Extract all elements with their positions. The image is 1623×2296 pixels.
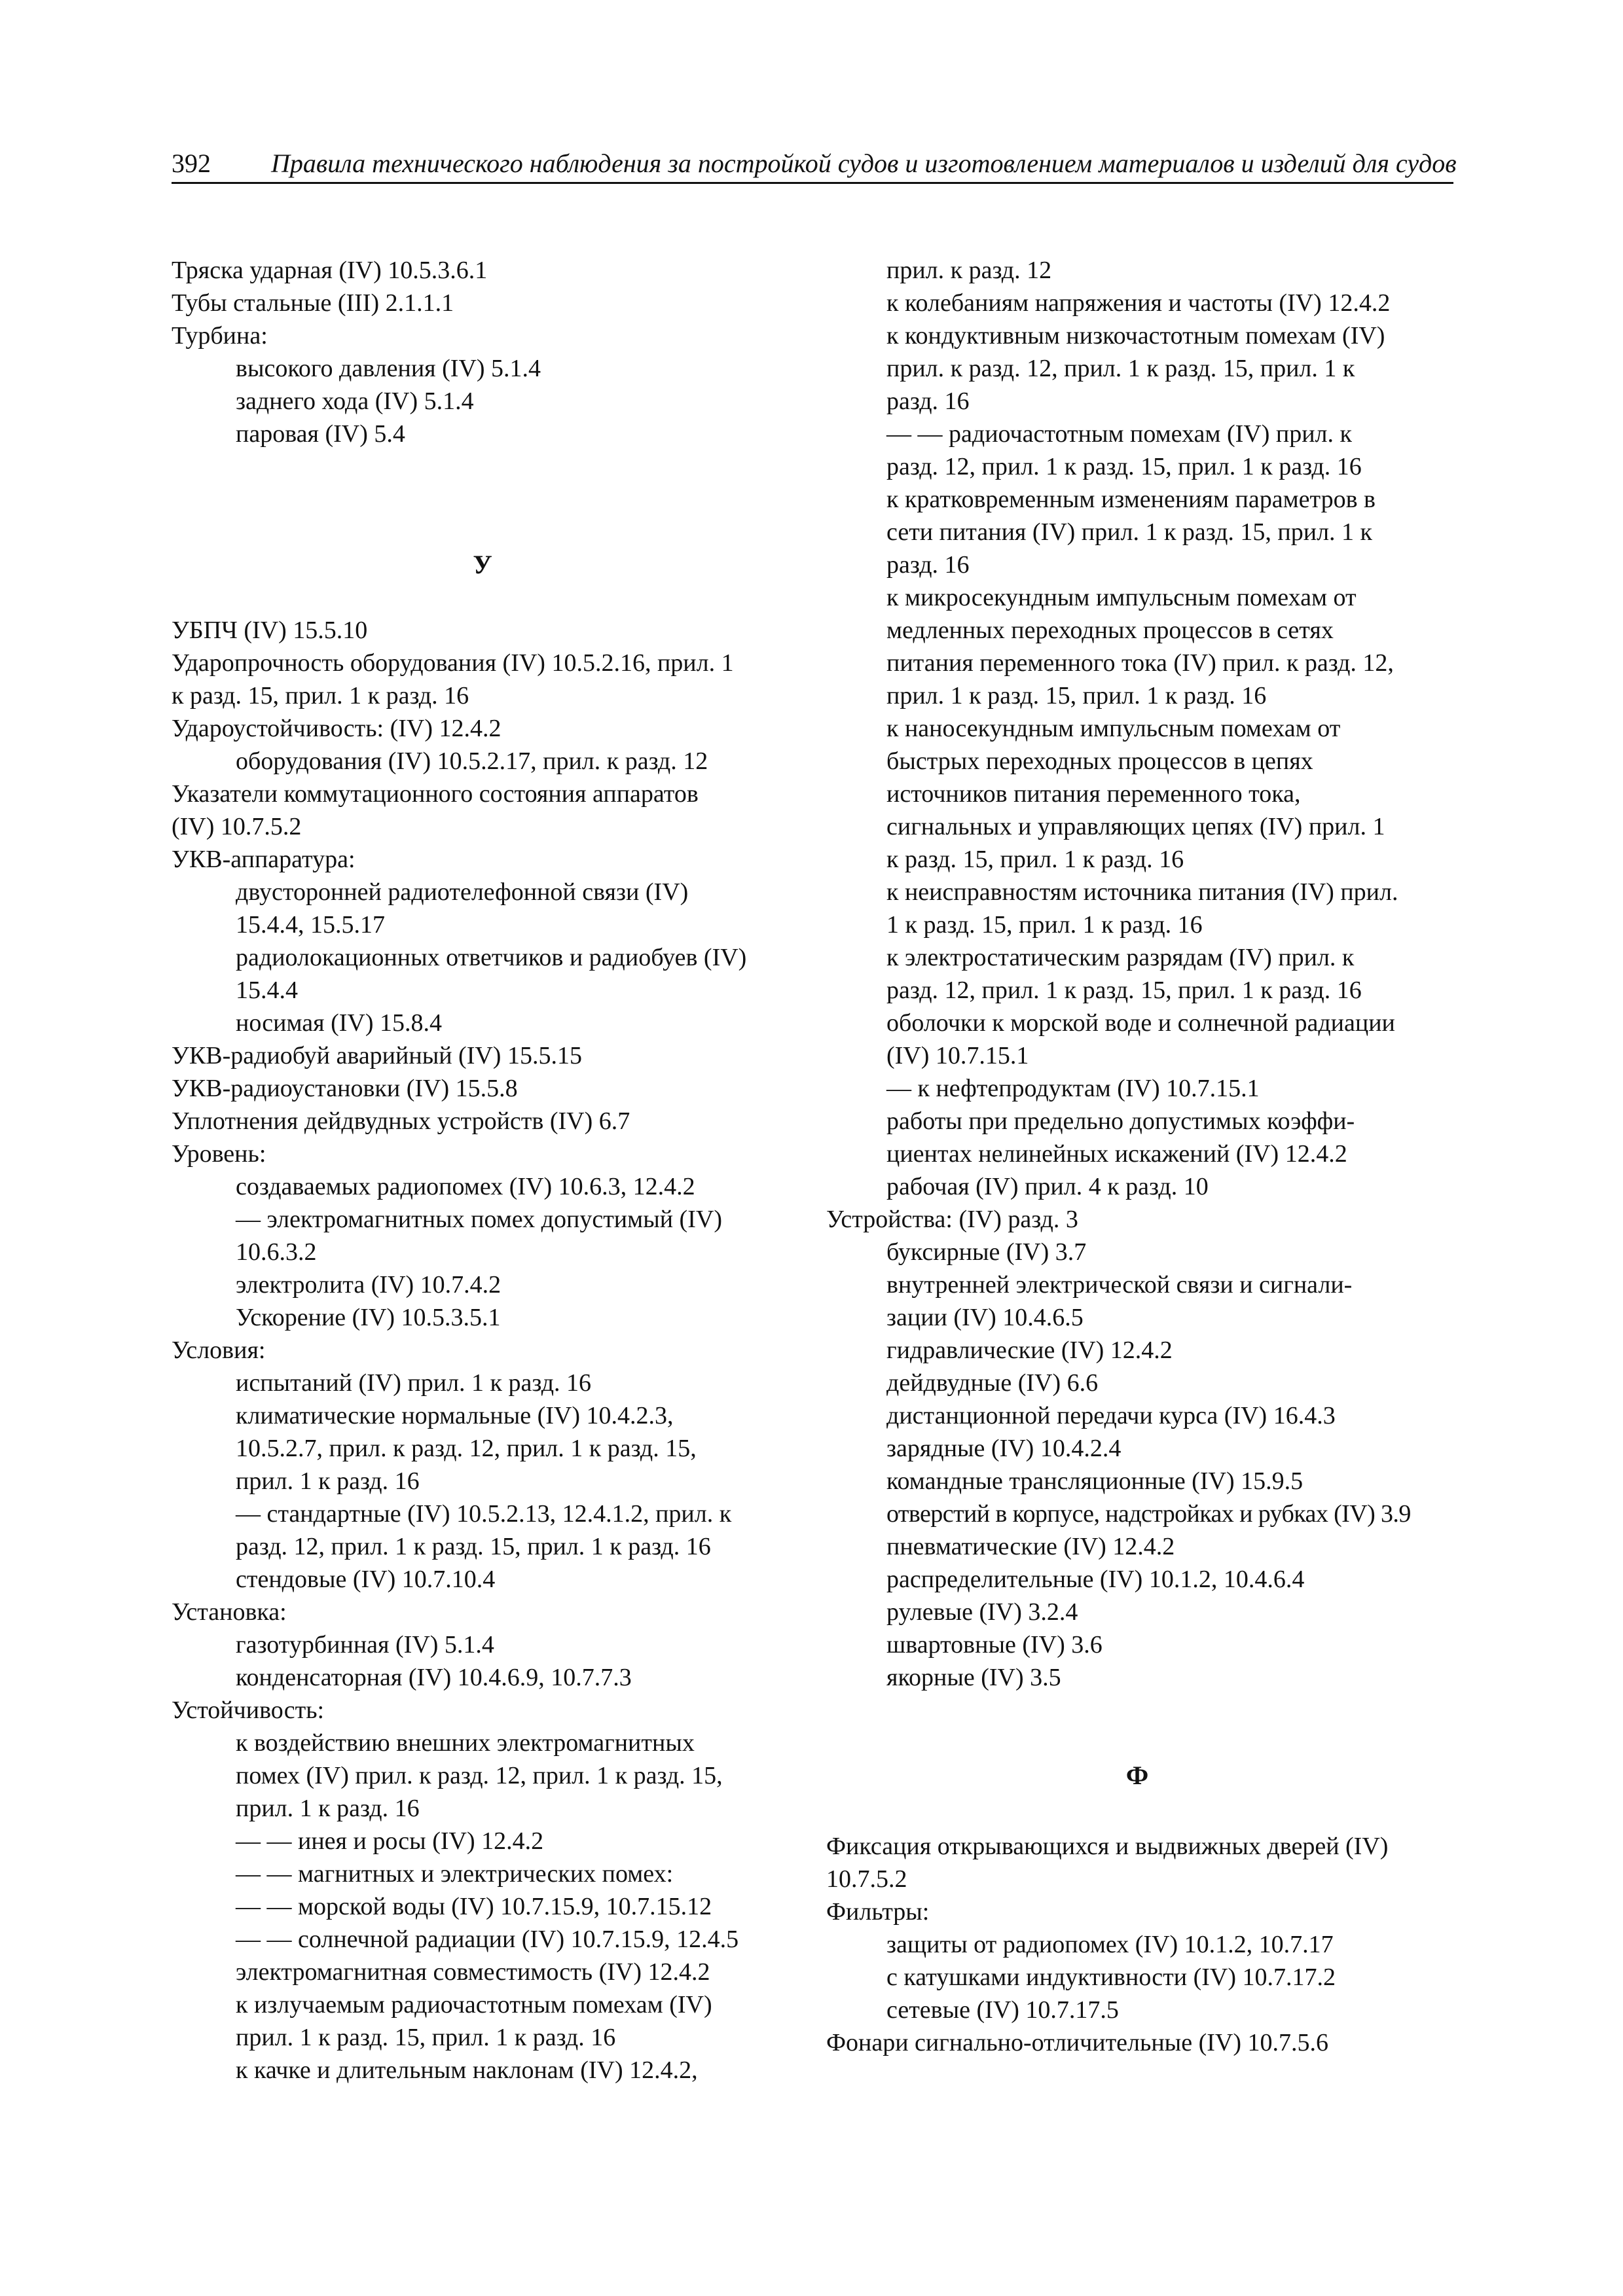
index-subentry: к микросекундным импульсным помехам от xyxy=(886,584,1357,611)
index-subentry: 1 к разд. 15, прил. 1 к разд. 16 xyxy=(886,911,1203,939)
index-subentry: зации (IV) 10.4.6.5 xyxy=(886,1304,1084,1331)
index-subentry: — — магнитных и электрических помех: xyxy=(236,1860,674,1888)
index-subentry: прил. 1 к разд. 16 xyxy=(236,1795,420,1822)
index-entry: Установка: xyxy=(172,1598,287,1626)
index-entry-continuation: (IV) 10.7.5.2 xyxy=(172,813,302,840)
index-subentry: отверстий в корпусе, надстройках и рубках (IV) 3.9 xyxy=(886,1500,1411,1528)
index-entry: УКВ-радиобуй аварийный (IV) 15.5.15 xyxy=(172,1042,582,1069)
index-entry: Фонари сигнально-отличительные (IV) 10.7.5.6 xyxy=(826,2029,1328,2056)
index-entry: УКВ-аппаратура: xyxy=(172,846,356,873)
index-subentry: к воздействию внешних электромагнитных xyxy=(236,1729,695,1757)
index-subentry: швартовные (IV) 3.6 xyxy=(886,1631,1103,1659)
index-entry: Ударопрочность оборудования (IV) 10.5.2.16, прил. 1 xyxy=(172,649,734,677)
index-subentry: рулевые (IV) 3.2.4 xyxy=(886,1598,1078,1626)
index-subentry: сетевые (IV) 10.7.17.5 xyxy=(886,1996,1119,2024)
index-entry: Уровень: xyxy=(172,1140,266,1168)
index-subentry: прил. 1 к разд. 15, прил. 1 к разд. 16 xyxy=(236,2024,616,2051)
index-entry: УБПЧ (IV) 15.5.10 xyxy=(172,617,368,644)
index-subentry: пневматические (IV) 12.4.2 xyxy=(886,1533,1175,1560)
index-subentry: прил. 1 к разд. 15, прил. 1 к разд. 16 xyxy=(886,682,1267,709)
index-subentry: к наносекундным импульсным помехам от xyxy=(886,715,1341,742)
section-letter-u: У xyxy=(473,550,492,579)
index-subentry: оболочки к морской воде и солнечной радиации xyxy=(886,1009,1395,1037)
index-subentry: оборудования (IV) 10.5.2.17, прил. к разд. 12 xyxy=(236,747,708,775)
index-subentry: дистанционной передачи курса (IV) 16.4.3 xyxy=(886,1402,1336,1429)
index-entry: УКВ-радиоустановки (IV) 15.5.8 xyxy=(172,1075,518,1102)
index-subentry: прил. к разд. 12 xyxy=(886,257,1052,284)
index-entry: Уплотнения дейдвудных устройств (IV) 6.7 xyxy=(172,1107,630,1135)
index-subentry: к разд. 15, прил. 1 к разд. 16 xyxy=(886,846,1184,873)
index-subentry: двусторонней радиотелефонной связи (IV) xyxy=(236,878,689,906)
index-subentry: электромагнитная совместимость (IV) 12.4.2 xyxy=(236,1958,710,1986)
index-subentry: внутренней электрической связи и сигнали- xyxy=(886,1271,1353,1299)
index-entry: Тубы стальные (III) 2.1.1.1 xyxy=(172,289,454,317)
index-subentry: радиолокационных ответчиков и радиобуев (IV) xyxy=(236,944,747,971)
index-subentry: к электростатическим разрядам (IV) прил. к xyxy=(886,944,1355,971)
index-subentry: прил. к разд. 12, прил. 1 к разд. 15, прил. 1 к xyxy=(886,355,1355,382)
index-subentry: к неисправностям источника питания (IV) прил. xyxy=(886,878,1398,906)
index-subentry: прил. 1 к разд. 16 xyxy=(236,1467,420,1495)
index-subentry: к качке и длительным наклонам (IV) 12.4.2, xyxy=(236,2056,698,2084)
index-subentry: быстрых переходных процессов в цепях xyxy=(886,747,1313,775)
index-subentry: — стандартные (IV) 10.5.2.13, 12.4.1.2, прил. к xyxy=(236,1500,732,1528)
index-subentry: 10.5.2.7, прил. к разд. 12, прил. 1 к разд. 15, xyxy=(236,1435,697,1462)
index-entry-continuation: к разд. 15, прил. 1 к разд. 16 xyxy=(172,682,469,709)
index-subentry: циентах нелинейных искажений (IV) 12.4.2 xyxy=(886,1140,1347,1168)
index-subentry: сигнальных и управляющих цепях (IV) прил. 1 xyxy=(886,813,1385,840)
index-entry: Удароустойчивость: (IV) 12.4.2 xyxy=(172,715,501,742)
index-subentry: Ускорение (IV) 10.5.3.5.1 xyxy=(236,1304,501,1331)
index-subentry: гидравлические (IV) 12.4.2 xyxy=(886,1336,1173,1364)
running-title: Правила технического наблюдения за постройкой судов и изготовлением материалов и изделий для судов xyxy=(271,149,1457,178)
index-subentry: создаваемых радиопомех (IV) 10.6.3, 12.4.2 xyxy=(236,1173,695,1200)
index-subentry: — к нефтепродуктам (IV) 10.7.15.1 xyxy=(886,1075,1260,1102)
index-entry: Условия: xyxy=(172,1336,266,1364)
index-subentry: — — инея и росы (IV) 12.4.2 xyxy=(236,1827,544,1855)
index-subentry: к кратковременным изменениям параметров в xyxy=(886,486,1376,513)
index-subentry: высокого давления (IV) 5.1.4 xyxy=(236,355,541,382)
index-subentry: стендовые (IV) 10.7.10.4 xyxy=(236,1566,496,1593)
index-subentry: разд. 12, прил. 1 к разд. 15, прил. 1 к разд. 16 xyxy=(886,453,1362,480)
index-subentry: разд. 16 xyxy=(886,551,970,579)
index-subentry: — — радиочастотным помехам (IV) прил. к xyxy=(886,420,1352,448)
index-subentry: распределительные (IV) 10.1.2, 10.4.6.4 xyxy=(886,1566,1305,1593)
index-subentry: 15.4.4, 15.5.17 xyxy=(236,911,385,939)
index-subentry: медленных переходных процессов в сетях xyxy=(886,617,1334,644)
index-column-left xyxy=(172,254,793,2087)
index-subentry: питания переменного тока (IV) прил. к разд. 12, xyxy=(886,649,1394,677)
index-subentry: паровая (IV) 5.4 xyxy=(236,420,405,448)
index-subentry: якорные (IV) 3.5 xyxy=(886,1664,1061,1691)
index-subentry: носимая (IV) 15.8.4 xyxy=(236,1009,443,1037)
index-subentry: работы при предельно допустимых коэффи- xyxy=(886,1107,1355,1135)
index-subentry: разд. 16 xyxy=(886,387,970,415)
index-entry: Указатели коммутационного состояния аппаратов xyxy=(172,780,699,808)
index-subentry: рабочая (IV) прил. 4 к разд. 10 xyxy=(886,1173,1209,1200)
index-subentry: (IV) 10.7.15.1 xyxy=(886,1042,1029,1069)
index-entry: Фильтры: xyxy=(826,1898,930,1926)
index-column-right xyxy=(826,254,1448,2059)
index-subentry: — электромагнитных помех допустимый (IV) xyxy=(236,1206,722,1233)
index-subentry: источников питания переменного тока, xyxy=(886,780,1301,808)
index-subentry: командные трансляционные (IV) 15.9.5 xyxy=(886,1467,1304,1495)
index-subentry: к излучаемым радиочастотным помехам (IV) xyxy=(236,1991,712,2018)
index-subentry: сети питания (IV) прил. 1 к разд. 15, прил. 1 к xyxy=(886,518,1373,546)
index-subentry: 10.6.3.2 xyxy=(236,1238,317,1266)
index-entry-continuation: 10.7.5.2 xyxy=(826,1865,907,1893)
index-subentry: 15.4.4 xyxy=(236,977,298,1004)
index-subentry: газотурбинная (IV) 5.1.4 xyxy=(236,1631,494,1659)
index-subentry: конденсаторная (IV) 10.4.6.9, 10.7.7.3 xyxy=(236,1664,632,1691)
page-number: 392 xyxy=(172,149,211,178)
index-subentry: помех (IV) прил. к разд. 12, прил. 1 к разд. 15, xyxy=(236,1762,723,1789)
index-entry: Устройства: (IV) разд. 3 xyxy=(826,1206,1078,1233)
index-entry: Фиксация открывающихся и выдвижных дверей (IV) xyxy=(826,1833,1389,1860)
index-subentry: разд. 12, прил. 1 к разд. 15, прил. 1 к разд. 16 xyxy=(236,1533,711,1560)
index-subentry: зарядные (IV) 10.4.2.4 xyxy=(886,1435,1122,1462)
index-subentry: разд. 12, прил. 1 к разд. 15, прил. 1 к разд. 16 xyxy=(886,977,1362,1004)
index-subentry: — — солнечной радиации (IV) 10.7.15.9, 12.4.5 xyxy=(236,1926,739,1953)
index-subentry: — — морской воды (IV) 10.7.15.9, 10.7.15.12 xyxy=(236,1893,712,1920)
page-header xyxy=(172,145,1457,184)
index-subentry: дейдвудные (IV) 6.6 xyxy=(886,1369,1099,1397)
index-entry: Устойчивость: xyxy=(172,1696,325,1724)
section-letter-f: Ф xyxy=(1125,1761,1149,1790)
index-subentry: защиты от радиопомех (IV) 10.1.2, 10.7.17 xyxy=(886,1931,1334,1958)
index-subentry: к кондуктивным низкочастотным помехам (IV) xyxy=(886,322,1385,350)
index-subentry: с катушками индуктивности (IV) 10.7.17.2 xyxy=(886,1964,1336,1991)
index-subentry: климатические нормальные (IV) 10.4.2.3, xyxy=(236,1402,674,1429)
index-subentry: заднего хода (IV) 5.1.4 xyxy=(236,387,474,415)
index-subentry: испытаний (IV) прил. 1 к разд. 16 xyxy=(236,1369,592,1397)
index-entry: Турбина: xyxy=(172,322,268,350)
index-entry: Тряска ударная (IV) 10.5.3.6.1 xyxy=(172,257,488,284)
index-subentry: электролита (IV) 10.7.4.2 xyxy=(236,1271,501,1299)
index-subentry: к колебаниям напряжения и частоты (IV) 12.4.2 xyxy=(886,289,1391,317)
index-subentry: буксирные (IV) 3.7 xyxy=(886,1238,1087,1266)
